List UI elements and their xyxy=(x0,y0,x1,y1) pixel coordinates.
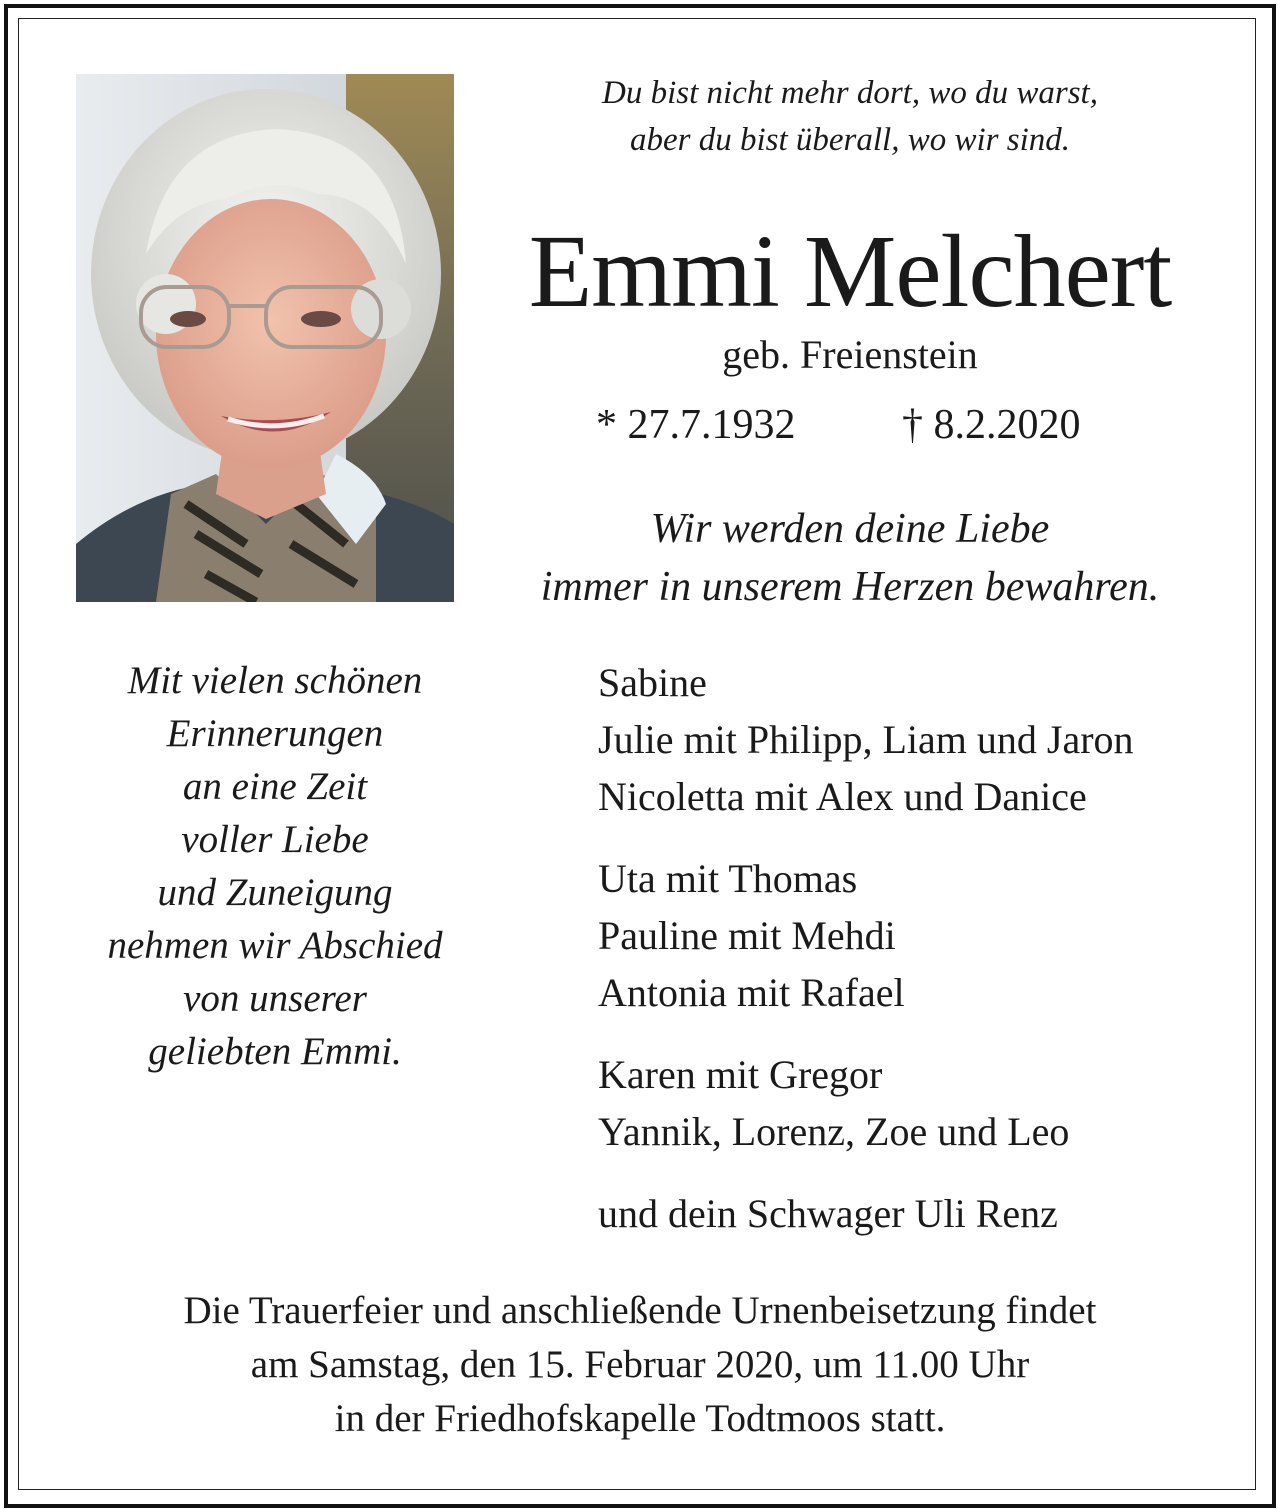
mourners-list xyxy=(598,654,1238,1242)
mourner-line: und dein Schwager Uli Renz xyxy=(598,1191,1058,1236)
family-group-2 xyxy=(598,850,1238,1021)
mourner-line: Yannik, Lorenz, Zoe und Leo xyxy=(598,1109,1070,1154)
death-date: † 8.2.2020 xyxy=(902,402,1081,448)
memories-line: an eine Zeit xyxy=(182,765,368,808)
family-group-1 xyxy=(598,654,1238,825)
portrait-photo xyxy=(76,74,454,602)
memories-line: nehmen wir Abschied xyxy=(107,924,443,967)
memories-line: voller Liebe xyxy=(181,818,369,861)
birth-date: * 27.7.1932 xyxy=(596,402,796,448)
mourner-line: Nicoletta mit Alex und Danice xyxy=(598,774,1087,819)
mourner-line: Julie mit Philipp, Liam und Jaron xyxy=(598,717,1134,762)
ceremony-info xyxy=(60,1284,1220,1446)
ceremony-line-3: in der Friedhofskapelle Todtmoos statt. xyxy=(334,1397,946,1440)
mourner-line: Karen mit Gregor xyxy=(598,1052,883,1097)
family-group-3 xyxy=(598,1046,1238,1160)
memories-line: geliebten Emmi. xyxy=(148,1030,402,1073)
memories-line: Erinnerungen xyxy=(166,712,384,755)
memories-line: Mit vielen schönen xyxy=(127,659,423,702)
love-text xyxy=(490,500,1210,616)
opening-quote xyxy=(500,70,1200,164)
deceased-name: Emmi Melchert xyxy=(528,214,1172,329)
mourner-line: Uta mit Thomas xyxy=(598,856,858,901)
quote-line-2: aber du bist überall, wo wir sind. xyxy=(629,122,1071,158)
ceremony-line-2: am Samstag, den 15. Februar 2020, um 11.00 Uhr xyxy=(250,1343,1030,1386)
mourner-line: Antonia mit Rafael xyxy=(598,970,905,1015)
memories-line: von unserer xyxy=(183,977,367,1020)
ceremony-line-1: Die Trauerfeier und anschließende Urnenbeisetzung findet xyxy=(183,1289,1097,1332)
memories-text xyxy=(60,654,490,1078)
love-line-2: immer in unserem Herzen bewahren. xyxy=(540,564,1160,610)
family-group-4 xyxy=(598,1185,1238,1242)
quote-line-1: Du bist nicht mehr dort, wo du warst, xyxy=(602,75,1098,111)
mourner-line: Pauline mit Mehdi xyxy=(598,913,896,958)
mourner-line: Sabine xyxy=(598,660,707,705)
birth-name: geb. Freienstein xyxy=(722,332,978,377)
love-line-1: Wir werden deine Liebe xyxy=(650,506,1050,552)
memories-line: und Zuneigung xyxy=(157,871,393,914)
